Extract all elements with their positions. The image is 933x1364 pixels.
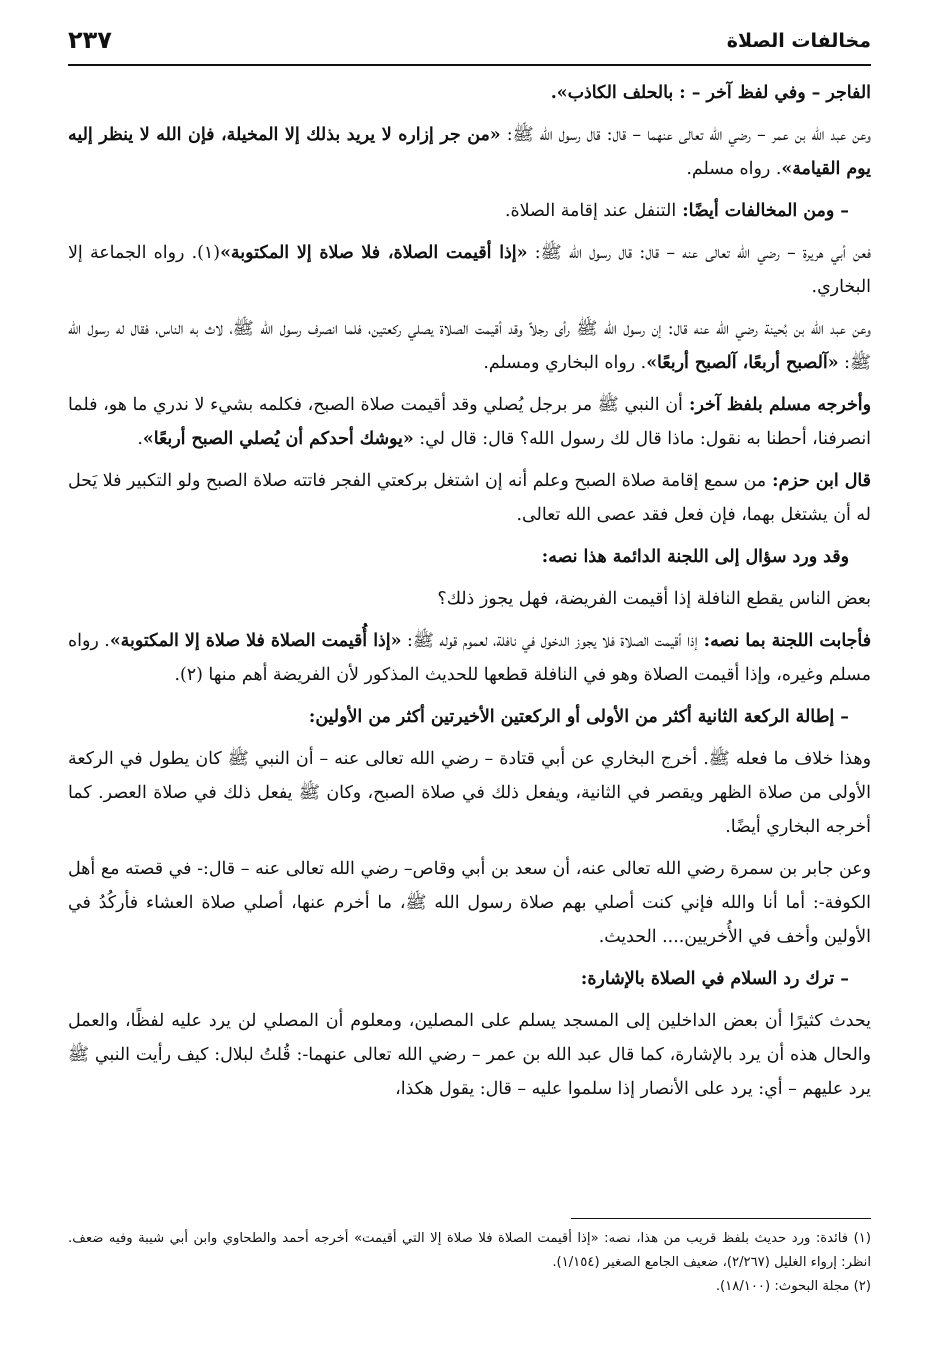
text-segment: وعن جابر بن سمرة رضي الله تعالى عنه، أن سعد بن أبي وقاص– رضي الله تعالى عنه – قال:- في قصته مع أهل الكوفة-: أما أنا والله فإني كنت أصلي بهم صلاة رسول الله ﷺ، ما أخرم عنها، أصلي صلاة العشاء فأركُدُ في الأولين وأخف في الأُخريين.... الحديث. [68,859,871,947]
bold-text-segment: قال ابن حزم: [766,471,871,491]
body-paragraph [68,1004,871,1106]
bold-text-segment: وأخرجه مسلم بلفظ آخر: [682,395,871,415]
footnote-1: (١) فائدة: ورد حديث بلفظ قريب من هذا، نصه: «إذا أقيمت الصلاة فلا صلاة إلا التي أقيمت» أخرجه أحمد والطحاوي وابن أبي شيبة وفيه ضعف. انظر: إرواء الغليل (٢/٢٦٧)، ضعيف الجامع الصغير (١/١٥٤). [68,1231,871,1270]
text-segment: وعن عبد الله بن بُحينة رضي الله عنه قال: إن رسول الله ﷺ رأى رجلاً وقد أقيمت الصلاة يصلي ركعتين، فلما انصرف رسول الله ﷺ، لاث به الناس، فقال له رسول الله ﷺ: [68,319,871,373]
text-segment: يحدث كثيرًا أن بعض الداخلين إلى المسجد يسلم على المصلين، ومعلوم أن المصلي لن يرد عليه لفظًا، والعمل والحال هذه أن يرد بالإشارة، كما قال عبد الله بن عمر – رضي الله تعالى عنهما-: قُلتُ لبلال: كيف رأيت النبي ﷺ يرد عليهم – أي: يرد على الأنصار إذا سلموا عليه – قال: يقول هكذا، [68,1011,871,1099]
running-header [68,24,871,66]
body-paragraph [68,312,871,380]
text-segment: بعض الناس يقطع النافلة إذا أقيمت الفريضة، فهل يجوز ذلك؟ [437,589,871,609]
body-paragraph [68,464,871,532]
bold-text-segment: «إذا أُقيمت الصلاة فلا صلاة إلا المكتوبة» [109,631,402,651]
bold-text-segment: الفاجر – وفي لفظ آخر – : بالحلف الكاذب». [550,83,871,103]
text-segment: . رواه مسلم وغيره، وإذا أقيمت الصلاة وهو في النافلة قطعها للحديث المذكور لأن الفريضة أهم منها (٢). [68,631,871,685]
text-segment: (١). رواه الجماعة إلا البخاري. [68,243,871,297]
body-paragraph [68,236,871,304]
body-paragraph [68,582,871,616]
body-paragraph [68,852,871,954]
text-segment: أن النبي ﷺ مر برجل يُصلي وقد أقيمت صلاة الصبح، فكلمه بشيء لا ندري ما هو، فلما انصرفنا، أحطنا به نقول: ماذا قال لك رسول الله؟ قال: قال لي: [68,395,871,449]
section-heading-paragraph [68,962,871,996]
bold-text-segment: «إذا أقيمت الصلاة، فلا صلاة إلا المكتوبة» [220,243,528,263]
text-segment: وهذا خلاف ما فعله ﷺ. أخرج البخاري عن أبي قتادة – رضي الله تعالى عنه – أن النبي ﷺ كان يطول في الركعة الأولى من صلاة الظهر ويقصر في الثانية، ويفعل ذلك في صلاة الصبح، وكان ﷺ يفعل ذلك في صلاة العصر. كما أخرجه البخاري أيضًا. [68,749,871,837]
book-page [68,24,871,1344]
bold-text-segment: وقد ورد سؤال إلى اللجنة الدائمة هذا نصه: [541,547,849,567]
section-heading-paragraph [68,700,871,734]
text-segment: التنفل عند إقامة الصلاة. [504,201,677,221]
text-segment: من سمع إقامة صلاة الصبح وعلم أنه إن اشتغل بركعتي الفجر فاتته صلاة الصبح ولو التكبير فلا يَحل له أن يشتغل بهما، فإن فعل فقد عصى الله تعالى. [68,471,871,525]
text-segment: . رواه مسلم. [686,159,782,179]
body-paragraph [68,742,871,844]
text-segment: . [137,429,143,449]
page-number: ٢٣٧ [68,26,112,54]
section-heading-paragraph [68,194,871,228]
bold-text-segment: «آلصبح أربعًا، آلصبح أربعًا» [646,353,839,373]
bold-text-segment: «يوشك أحدكم أن يُصلي الصبح أربعًا» [142,429,414,449]
footnote-2: (٢) مجلة البحوث: (١٨/١٠٠). [715,1279,871,1294]
footnote-divider [571,1218,871,1219]
bold-text-segment: – ومن المخالفات أيضًا: [676,201,849,221]
body-paragraph [68,624,871,692]
bold-text-segment: فأجابت اللجنة بما نصه: [697,631,872,651]
text-segment: إذا أقيمت الصلاة فلا يجوز الدخول في نافلة، لعموم قوله ﷺ: [401,631,698,651]
body-paragraph [68,118,871,186]
bold-text-segment: «من جر إزاره لا يريد بذلك إلا المخيلة، فإن الله لا ينظر إليه يوم القيامة» [68,125,871,179]
section-heading-paragraph [68,540,871,574]
text-segment: . رواه البخاري ومسلم. [483,353,647,373]
text-segment: فعن أبي هريرة – رضي الله تعالى عنه – قال: قال رسول الله ﷺ: [527,243,872,263]
bold-text-segment: – إطالة الركعة الثانية أكثر من الأولى أو الركعتين الأخيرتين أكثر من الأولين: [308,707,849,727]
footnotes-section [68,1218,871,1299]
body-text [68,76,871,1106]
body-paragraph [68,76,871,110]
text-segment: وعن عبد الله بن عمر – رضي الله تعالى عنهما – قال: قال رسول الله ﷺ: [500,125,871,145]
running-title: مخالفات الصلاة [726,30,871,52]
body-paragraph [68,388,871,456]
bold-text-segment: – ترك رد السلام في الصلاة بالإشارة: [580,969,849,989]
